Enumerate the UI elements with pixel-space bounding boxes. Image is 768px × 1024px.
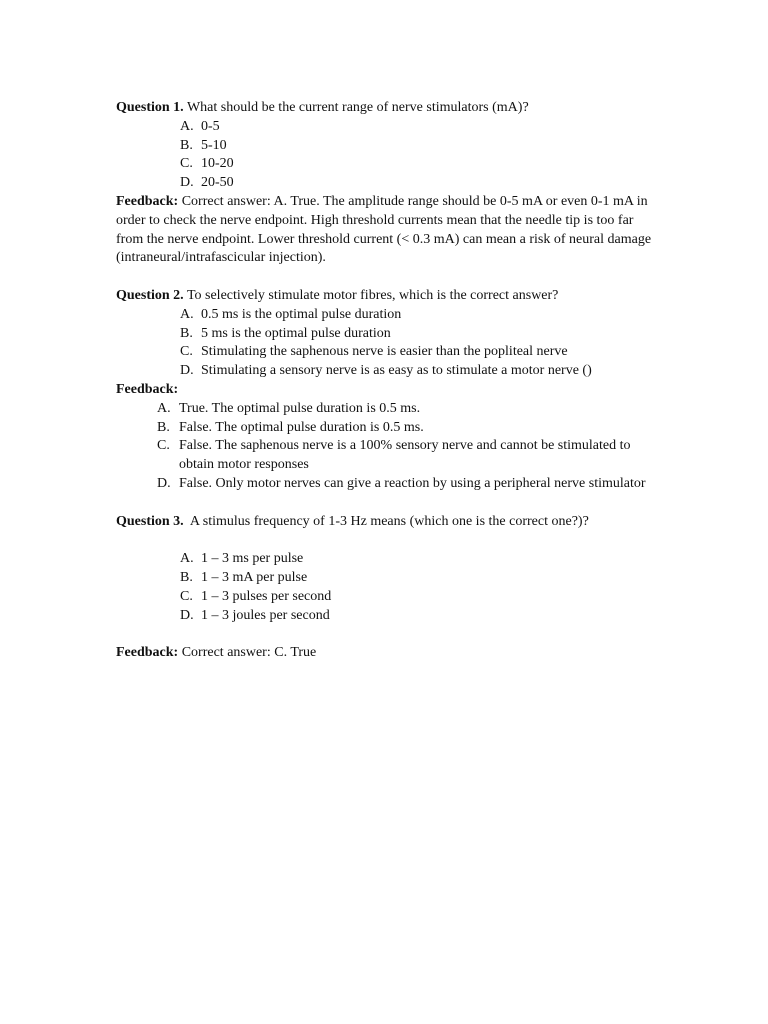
option-text: 1 – 3 pulses per second	[201, 588, 332, 604]
option-text: Stimulating a sensory nerve is as easy as to stimulate a motor nerve ()	[201, 363, 592, 379]
question-1-feedback	[116, 193, 656, 268]
option-text: 0-5	[201, 118, 220, 134]
question-2-option-d	[180, 362, 656, 381]
option-letter: B.	[180, 569, 193, 585]
option-text: 0.5 ms is the optimal pulse duration	[201, 306, 402, 322]
feedback-item-b	[157, 419, 656, 438]
feedback-letter: D.	[157, 475, 171, 491]
option-letter: D.	[180, 175, 194, 191]
question-2-option-a	[180, 306, 656, 325]
feedback-item-text: False. Only motor nerves can give a reaction by using a peripheral nerve stimulator	[179, 475, 646, 491]
question-3-options	[116, 550, 656, 625]
feedback-item-text: False. The saphenous nerve is a 100% sensory nerve and cannot be stimulated to obtain motor responses	[179, 438, 631, 473]
question-2-stem	[116, 287, 656, 306]
option-text: Stimulating the saphenous nerve is easier than the popliteal nerve	[201, 344, 568, 360]
feedback-text: Correct answer: C. True	[181, 645, 317, 661]
feedback-label: Feedback:	[116, 381, 179, 397]
option-text: 1 – 3 ms per pulse	[201, 551, 304, 567]
question-2-feedback-list	[116, 400, 656, 494]
question-2-feedback-heading	[116, 381, 656, 400]
question-3-option-b	[180, 569, 656, 588]
question-2-text: To selectively stimulate motor fibres, which is the correct answer?	[186, 287, 559, 303]
question-3-stem	[116, 513, 656, 532]
question-1-label: Question 1.	[116, 100, 184, 115]
option-letter: C.	[180, 156, 193, 172]
feedback-item-a	[157, 400, 656, 419]
question-1-options	[116, 118, 656, 193]
feedback-item-text: False. The optimal pulse duration is 0.5 ms.	[179, 419, 424, 435]
option-letter: B.	[180, 325, 193, 341]
question-2-label: Question 2.	[116, 287, 184, 303]
option-letter: A.	[180, 118, 194, 134]
question-3-option-a	[180, 550, 656, 569]
question-2	[116, 287, 656, 494]
question-3-option-c	[180, 588, 656, 607]
question-2-option-b	[180, 325, 656, 344]
question-3-option-d	[180, 607, 656, 626]
question-3	[116, 513, 656, 663]
question-1-option-b	[180, 137, 656, 156]
spacer	[116, 531, 656, 550]
spacer	[116, 268, 656, 287]
feedback-letter: B.	[157, 419, 170, 435]
question-2-options	[116, 306, 656, 381]
option-letter: C.	[180, 588, 193, 604]
spacer	[116, 625, 656, 644]
question-3-text: A stimulus frequency of 1-3 Hz means (which one is the correct one?)?	[189, 513, 589, 529]
feedback-item-c	[157, 437, 656, 475]
option-text: 10-20	[201, 156, 234, 172]
option-text: 20-50	[201, 175, 234, 191]
question-1-text: What should be the current range of nerve stimulators (mA)?	[186, 100, 529, 115]
feedback-label: Feedback:	[116, 193, 179, 209]
question-1-option-a	[180, 118, 656, 137]
feedback-text: Correct answer: A. True. The amplitude range should be 0-5 mA or even 0-1 mA in order to check the nerve endpoint. High threshold currents mean that the needle tip is too far from the nerve endpoint. Lower threshold current (< 0.3 mA) can mean a risk of neural damage (intraneural/intrafascicular injection).	[116, 193, 652, 266]
option-text: 1 – 3 joules per second	[201, 607, 330, 623]
option-text: 5 ms is the optimal pulse duration	[201, 325, 391, 341]
question-1-option-d	[180, 174, 656, 193]
spacer	[116, 494, 656, 513]
option-letter: D.	[180, 607, 194, 623]
question-1-stem	[116, 99, 656, 118]
question-1-option-c	[180, 155, 656, 174]
document-page	[116, 99, 656, 663]
question-2-option-c	[180, 343, 656, 362]
option-letter: C.	[180, 344, 193, 360]
feedback-label: Feedback:	[116, 645, 179, 661]
feedback-letter: C.	[157, 438, 170, 454]
question-3-label: Question 3.	[116, 513, 184, 529]
feedback-item-d	[157, 475, 656, 494]
option-letter: A.	[180, 306, 194, 322]
option-letter: D.	[180, 363, 194, 379]
feedback-letter: A.	[157, 400, 171, 416]
option-letter: A.	[180, 551, 194, 567]
question-3-feedback	[116, 644, 656, 663]
question-1	[116, 99, 656, 268]
option-letter: B.	[180, 137, 193, 153]
feedback-item-text: True. The optimal pulse duration is 0.5 ms.	[179, 400, 421, 416]
option-text: 1 – 3 mA per pulse	[201, 569, 308, 585]
option-text: 5-10	[201, 137, 227, 153]
